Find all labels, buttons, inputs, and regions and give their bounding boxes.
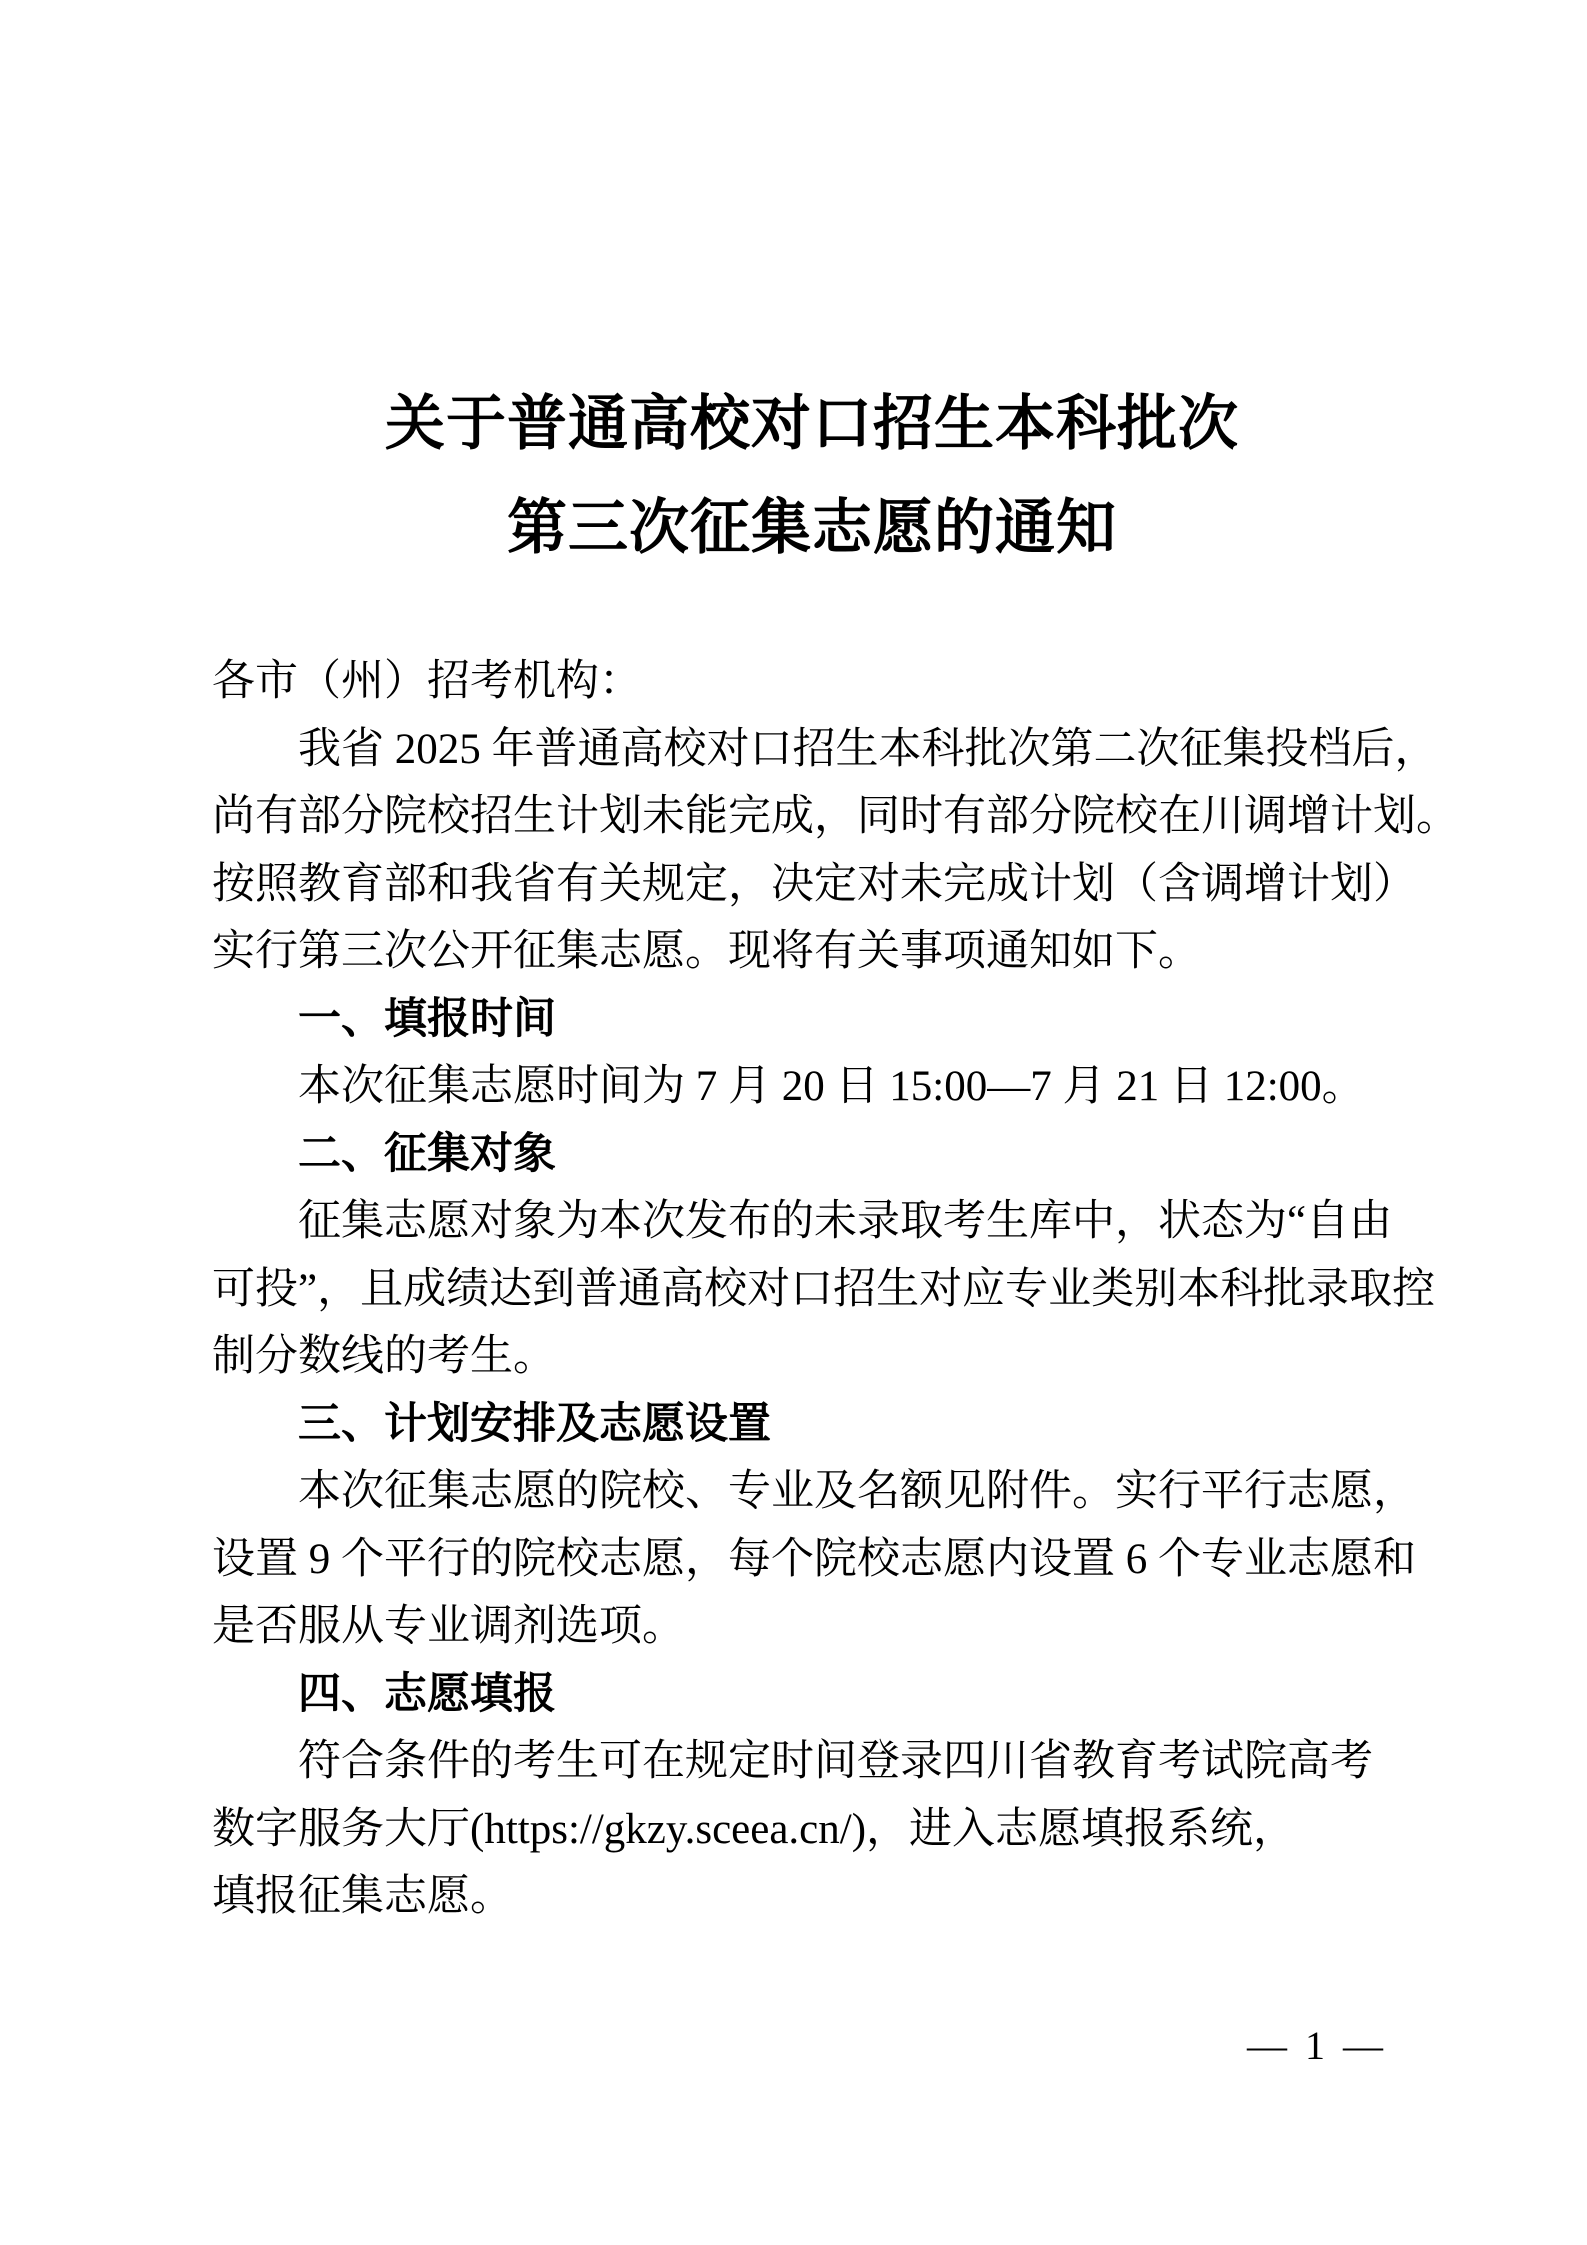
title-line-2: 第三次征集志愿的通知 <box>507 494 1117 561</box>
section-heading-2: 二、征集对象 <box>298 1129 556 1178</box>
paragraph-line: 填报征集志愿。 <box>212 1873 513 1920</box>
paragraph-line: 尚有部分院校招生计划未能完成，同时有部分院校在川调增计划。 <box>212 793 1459 840</box>
salutation-line: 各市（州）招考机构： <box>212 658 642 705</box>
paragraph-line: 符合条件的考生可在规定时间登录四川省教育考试院高考 <box>298 1738 1373 1785</box>
section-heading-4: 四、志愿填报 <box>298 1669 556 1718</box>
paragraph-line-with-url: 数字服务大厅(https://gkzy.sceea.cn/)，进入志愿填报系统， <box>212 1805 1297 1853</box>
section-heading-3: 三、计划安排及志愿设置 <box>298 1399 771 1448</box>
paragraph-line: 本次征集志愿时间为 7 月 20 日 15:00—7 月 21 日 12:00。 <box>298 1063 1365 1110</box>
paragraph-line: 可投”，且成绩达到普通高校对口招生对应专业类别本科批录取控 <box>212 1265 1436 1313</box>
paragraph-line: 设置 9 个平行的院校志愿，每个院校志愿内设置 6 个专业志愿和 <box>212 1535 1416 1583</box>
paragraph-line: 征集志愿对象为本次发布的未录取考生库中，状态为“自由 <box>298 1198 1393 1245</box>
document-body <box>212 648 1459 1931</box>
title-line-1: 关于普通高校对口招生本科批次 <box>385 390 1239 457</box>
paragraph-line: 制分数线的考生。 <box>212 1333 556 1380</box>
page-number: — 1 — <box>1247 2023 1387 2068</box>
section-heading-1: 一、填报时间 <box>298 994 556 1043</box>
paragraph-line: 本次征集志愿的院校、专业及名额见附件。实行平行志愿， <box>298 1468 1416 1515</box>
paragraph-line: 我省 2025 年普通高校对口招生本科批次第二次征集投档后， <box>298 725 1438 773</box>
document-title <box>212 372 1412 580</box>
paragraph-line: 按照教育部和我省有关规定，决定对未完成计划（含调增计划） <box>212 860 1416 908</box>
paragraph-line: 是否服从专业调剂选项。 <box>212 1603 685 1650</box>
paragraph-line: 实行第三次公开征集志愿。现将有关事项通知如下。 <box>212 928 1201 975</box>
